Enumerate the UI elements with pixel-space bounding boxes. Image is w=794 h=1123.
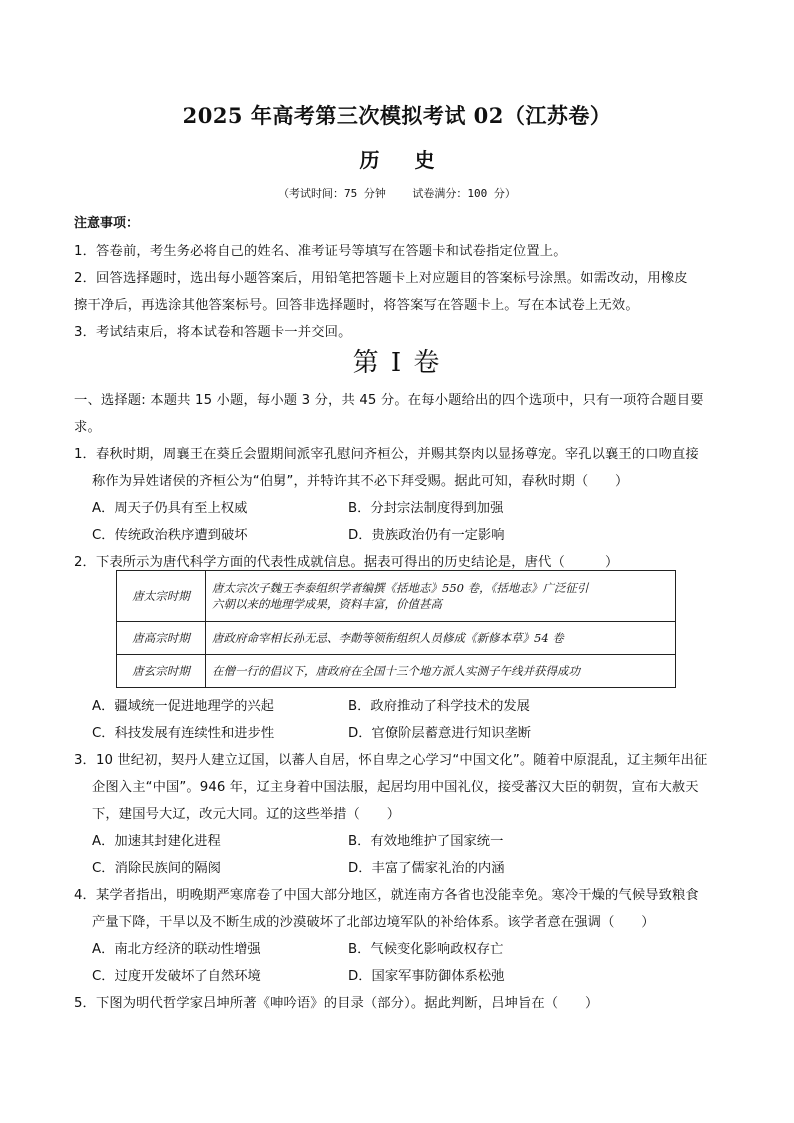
table-cell-period: 唐玄宗时期 (117, 655, 206, 688)
question-1-stem: 1．春秋时期，周襄王在葵丘会盟期间派宰孔慰问齐桓公，并赐其祭肉以显扬尊宠。宰孔以襄王的口吻直接 (74, 447, 699, 462)
table-cell-content (206, 655, 676, 688)
section-intro-line: 求。 (74, 420, 101, 435)
question-3-option-c: C．消除民族间的隔阂 (92, 861, 221, 876)
question-1-option-b: B．分封宗法制度得到加强 (348, 501, 504, 516)
table-row (117, 571, 676, 622)
subject-title: 历 史 (359, 148, 449, 172)
table-cell-content (206, 622, 676, 655)
question-4-stem: 产量下降，干旱以及不断生成的沙漠破坏了北部边境军队的补给体系。该学者意在强调（ ） (92, 915, 655, 930)
question-4-stem: 4．某学者指出，明晚期严寒席卷了中国大部分地区，就连南方各省也没能幸免。寒冷干燥的气候导致粮食 (74, 888, 699, 903)
section-intro-line: 一、选择题: 本题共 15 小题，每小题 3 分，共 45 分。在每小题给出的四个选项中，只有一项符合题目要 (74, 393, 704, 408)
question-2-option-d: D．官僚阶层蓄意进行知识垄断 (348, 726, 532, 741)
notice-title: 注意事项： (74, 216, 140, 231)
notice-line: 1．答卷前，考生务必将自己的姓名、准考证号等填写在答题卡和试卷指定位置上。 (74, 244, 567, 259)
exam-info: （考试时间：75 分钟 试卷满分：100 分） (278, 187, 516, 200)
question-1-option-d: D．贵族政治仍有一定影响 (348, 528, 505, 543)
table-row (117, 655, 676, 688)
question-1-stem: 称作为异姓诸侯的齐桓公为“伯舅”，并特许其不必下拜受赐。据此可知，春秋时期（ ） (92, 474, 629, 489)
question-2-option-b: B．政府推动了科学技术的发展 (348, 699, 530, 714)
question-3-option-d: D．丰富了儒家礼治的内涵 (348, 861, 505, 876)
table-cell-period: 唐高宗时期 (117, 622, 206, 655)
notice-line: 擦干净后，再选涂其他答案标号。回答非选择题时，将答案写在答题卡上。写在本试卷上无效。 (74, 298, 639, 313)
table-cell-line: 在僧一行的倡议下，唐政府在全国十三个地方派人实测子午线并获得成功 (212, 664, 580, 678)
notice-line: 3．考试结束后，将本试卷和答题卡一并交回。 (74, 325, 352, 340)
question-4-option-b: B．气候变化影响政权存亡 (348, 942, 504, 957)
achievement-table (116, 570, 676, 688)
table-cell-line: 唐政府命宰相长孙无忌、李勣等领衔组织人员修成《新修本草》54 卷 (212, 631, 564, 645)
question-4-option-c: C．过度开发破坏了自然环境 (92, 969, 261, 984)
question-2-option-c: C．科技发展有连续性和进步性 (92, 726, 275, 741)
question-3-stem: 下，建国号大辽，改元大同。辽的这些举措（ ） (92, 807, 401, 822)
question-4-option-a: A．南北方经济的联动性增强 (92, 942, 261, 957)
question-2-option-a: A．疆域统一促进地理学的兴起 (92, 699, 274, 714)
question-1-option-c: C．传统政治秩序遭到破坏 (92, 528, 248, 543)
section-title: 第 I 卷 (352, 348, 442, 378)
table-cell-line: 唐太宗次子魏王李泰组织学者编撰《括地志》550 卷，《括地志》广泛征引 (212, 581, 589, 595)
question-3-stem: 企图入主“中国”。946 年，辽主身着中国法服，起居均用中国礼仪，接受蕃汉大臣的朝贺，宣布大赦天 (92, 780, 699, 795)
question-1-option-a: A．周天子仍具有至上权威 (92, 501, 248, 516)
question-4-option-d: D．国家军事防御体系松弛 (348, 969, 505, 984)
question-3-option-b: B．有效地维护了国家统一 (348, 834, 504, 849)
question-5-stem: 5．下图为明代哲学家吕坤所著《呻吟语》的目录（部分）。据此判断，吕坤旨在（ ） (74, 996, 599, 1011)
question-2-stem: 2．下表所示为唐代科学方面的代表性成就信息。据表可得出的历史结论是，唐代（ ） (74, 555, 619, 570)
table-cell-content (206, 571, 676, 622)
table-row (117, 622, 676, 655)
exam-title: 2025 年高考第三次模拟考试 02（江苏卷） (182, 103, 612, 128)
table-cell-line: 六朝以来的地理学成果，资料丰富，价值甚高 (212, 597, 442, 611)
question-3-stem: 3．10 世纪初，契丹人建立辽国，以蕃人自居，怀自卑之心学习“中国文化”。随着中原混乱，辽主频年出征 (74, 753, 708, 768)
table-cell-period: 唐太宗时期 (117, 571, 206, 622)
notice-line: 2．回答选择题时，选出每小题答案后，用铅笔把答题卡上对应题目的答案标号涂黑。如需改动，用橡皮 (74, 271, 688, 286)
question-3-option-a: A．加速其封建化进程 (92, 834, 221, 849)
